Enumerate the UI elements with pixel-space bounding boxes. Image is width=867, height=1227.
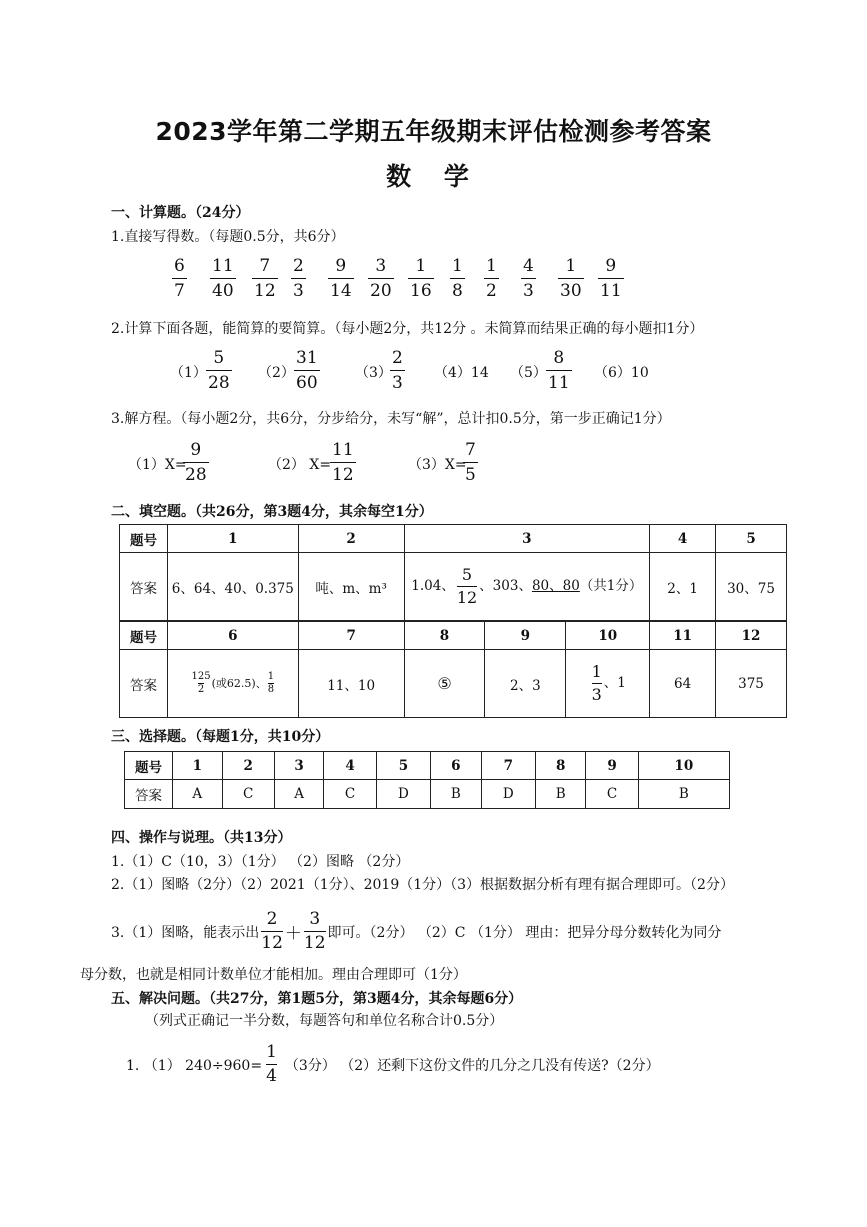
header-cell: 7	[481, 752, 536, 780]
answer-cell: 6、64、40、0.375	[167, 553, 298, 621]
header-cell: 9	[485, 622, 566, 650]
q1-answer-fraction: $\frac{6}{7}$	[174, 256, 185, 301]
s5-note: （列式正确记一半分数，每题答句和单位名称合计0.5分）	[145, 1013, 504, 1029]
header-cell: 4	[324, 752, 376, 780]
header-cell: 2	[222, 752, 274, 780]
q1-answer-fraction: $\frac{1}{16}$	[410, 256, 432, 301]
fraction: $\frac{1}{4}$	[266, 1042, 277, 1086]
answer-cell: A	[173, 780, 223, 809]
q1-answer-fraction: $\frac{1}{30}$	[560, 256, 582, 301]
q2-p2: （2）	[258, 365, 295, 381]
header-cell: 1	[167, 525, 298, 553]
header-cell: 10	[638, 752, 729, 780]
row-label-question: 题号	[120, 622, 168, 650]
table-row	[120, 525, 787, 553]
answer-cell: 2、1	[650, 553, 716, 621]
section-1-heading: 一、计算题。（24分）	[111, 205, 250, 221]
answer-cell: 11、10	[298, 650, 404, 718]
section-2-heading: 二、填空题。（共26分，第3题4分，其余每空1分）	[111, 504, 433, 520]
table-row	[120, 622, 787, 650]
answer-cell: 30、75	[716, 553, 787, 621]
row-label-question: 题号	[120, 525, 168, 553]
fraction: $\frac{3}{12}$	[303, 909, 326, 953]
answer-cell: C	[324, 780, 376, 809]
q1-answer-fraction: $\frac{9}{11}$	[600, 256, 622, 301]
header-cell: 5	[376, 752, 431, 780]
answer-fraction: $\frac{1}{8}$	[267, 671, 275, 695]
fill-in-table-bottom	[119, 621, 787, 718]
q2-p1: （1）	[170, 365, 207, 381]
header-cell: 2	[298, 525, 404, 553]
subject-title: 数 学	[386, 162, 481, 191]
header-cell: 6	[431, 752, 481, 780]
answer-fraction: $\frac{5}{12}$	[456, 565, 478, 607]
q2-a1-fraction: $\frac{5}{28}$	[208, 348, 230, 393]
q3-label: 3.解方程。（每小题2分，共6分，分步给分，未写“解”，总计扣0.5分，第一步正确记1分）	[111, 411, 671, 427]
table-row	[120, 650, 787, 718]
section-4-heading: 四、操作与说理。（共13分）	[111, 830, 292, 846]
s5-q1: 1. （1） 240÷960= $\frac{1}{4}$ （3分） （2）还剩下这份文件的几分之几没有传送?（2分）	[126, 1042, 660, 1086]
s4-line-1: 1.（1）C（10，3）（1分） （2）图略 （2分）	[111, 854, 410, 870]
q2-p3: （3）	[355, 365, 392, 381]
answer-cell: B	[638, 780, 729, 809]
answer-fraction: $\frac{125}{2}$	[191, 671, 211, 695]
section-5-heading: 五、解决问题。（共27分，第1题5分，第3题4分，其余每题6分）	[111, 991, 523, 1007]
header-cell: 3	[274, 752, 324, 780]
q2-a3-fraction: $\frac{2}{3}$	[392, 348, 403, 393]
answer-cell: 2、3	[485, 650, 566, 718]
fill-in-table-top	[119, 524, 787, 621]
answer-fraction: $\frac{1}{3}$	[591, 662, 602, 704]
row-label-answer: 答案	[125, 780, 173, 809]
row-label-answer: 答案	[120, 553, 168, 621]
page-title: 2023学年第二学期五年级期末评估检测参考答案	[155, 117, 712, 146]
header-cell: 4	[650, 525, 716, 553]
answer-cell: 64	[650, 650, 716, 718]
answer-cell: 375	[716, 650, 787, 718]
answer-cell: B	[431, 780, 481, 809]
header-cell: 8	[536, 752, 586, 780]
q2-a2-fraction: $\frac{31}{60}$	[296, 348, 318, 393]
row-label-question: 题号	[125, 752, 173, 780]
header-cell: 3	[404, 525, 650, 553]
q2-a5-fraction: $\frac{8}{11}$	[548, 348, 570, 393]
q1-label: 1.直接写得数。（每题0.5分，共6分）	[111, 229, 345, 245]
q1-answer-fraction: $\frac{2}{3}$	[293, 256, 304, 301]
q3-a1-fraction: $\frac{9}{28}$	[185, 440, 207, 485]
q3-a2-fraction: $\frac{11}{12}$	[332, 440, 354, 485]
table-row	[120, 553, 787, 621]
answer-cell: A	[274, 780, 324, 809]
answer-cell: $\frac{125}{2}$ (或62.5)、 $\frac{1}{8}$	[167, 650, 298, 718]
header-cell: 1	[173, 752, 223, 780]
q3-a3-fraction: $\frac{7}{5}$	[465, 440, 476, 485]
q3-p1: （1）X=	[128, 457, 187, 473]
s4-line-3: 3.（1）图略，能表示出 $\frac{2}{12}$ ＋ $\frac{3}{12}$ 即可。（2分） （2）C （1分） 理由：把异分母分数转化为同分	[111, 909, 722, 953]
answer-cell: 1.04、 $\frac{5}{12}$ 、303、80、80（共1分）	[404, 553, 650, 621]
header-cell: 12	[716, 622, 787, 650]
header-cell: 7	[298, 622, 404, 650]
answer-cell: $\frac{1}{3}$ 、1	[566, 650, 650, 718]
choice-table	[124, 751, 730, 809]
q3-p3: （3）X=	[408, 457, 467, 473]
table-row	[125, 752, 730, 780]
row-label-answer: 答案	[120, 650, 168, 718]
table-row	[125, 780, 730, 809]
header-cell: 9	[586, 752, 638, 780]
q2-p4: （4）14	[434, 365, 489, 381]
q2-p6: （6）10	[594, 365, 649, 381]
q3-p2: （2） X=	[268, 457, 332, 473]
answer-cell: 吨、m、m³	[298, 553, 404, 621]
q2-label: 2.计算下面各题，能简算的要简算。（每小题2分，共12分 。未简算而结果正确的每小题扣1分）	[111, 321, 704, 337]
fraction: $\frac{2}{12}$	[261, 909, 283, 953]
q1-answer-fraction: $\frac{3}{20}$	[370, 256, 392, 301]
q1-answer-fraction: $\frac{11}{40}$	[212, 256, 234, 301]
header-cell: 5	[716, 525, 787, 553]
header-cell: 10	[566, 622, 650, 650]
q2-p5: （5）	[510, 365, 547, 381]
q1-answer-fraction: $\frac{4}{3}$	[523, 256, 534, 301]
header-cell: 6	[167, 622, 298, 650]
answer-cell: C	[222, 780, 274, 809]
answer-cell: ⑤	[404, 650, 485, 718]
answer-cell: D	[376, 780, 431, 809]
header-cell: 11	[650, 622, 716, 650]
section-3-heading: 三、选择题。（每题1分，共10分）	[111, 729, 330, 745]
answer-cell: C	[586, 780, 638, 809]
s4-line-4: 母分数，也就是相同计数单位才能相加。理由合理即可（1分）	[80, 967, 467, 983]
answer-cell: B	[536, 780, 586, 809]
q1-answer-fraction: $\frac{1}{2}$	[486, 256, 497, 301]
header-cell: 8	[404, 622, 485, 650]
q1-answer-fraction: $\frac{1}{8}$	[452, 256, 463, 301]
q1-answer-fraction: $\frac{9}{14}$	[330, 256, 352, 301]
q1-answer-fraction: $\frac{7}{12}$	[254, 256, 276, 301]
s4-line-2: 2.（1）图略（2分）（2）2021（1分）、2019（1分）（3）根据数据分析有理有据合理即可。（2分）	[111, 877, 734, 893]
answer-cell: D	[481, 780, 536, 809]
